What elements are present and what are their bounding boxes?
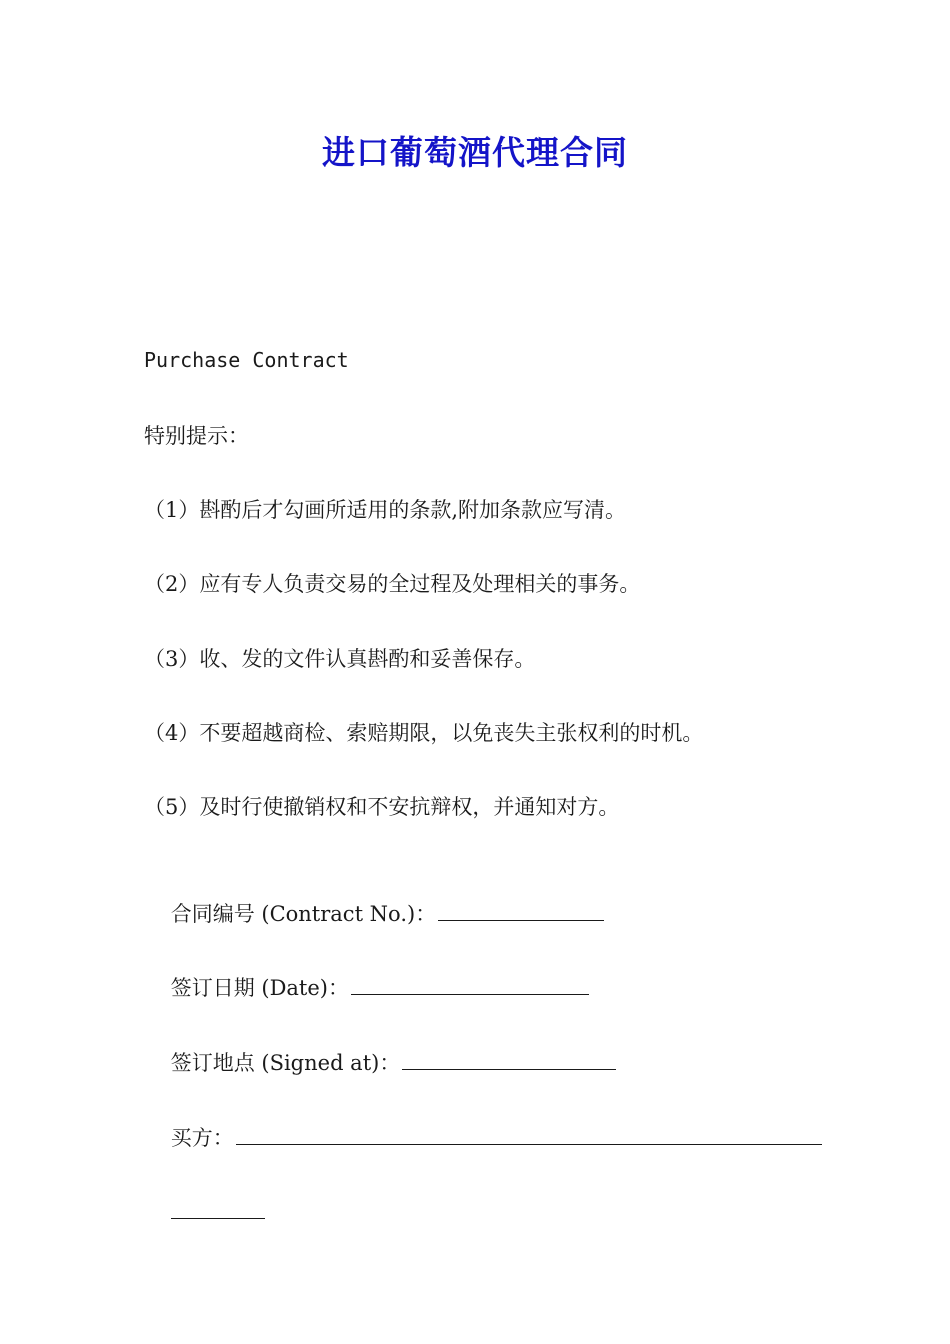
notice-item-3: （3）收、发的文件认真斟酌和妥善保存。	[144, 647, 536, 671]
buyer-field-continuation[interactable]	[171, 1196, 265, 1219]
notice-item-1: （1）斟酌后才勾画所适用的条款,附加条款应写清。	[144, 498, 627, 522]
buyer-label: 买方：	[170, 1126, 234, 1150]
date-field[interactable]	[351, 972, 589, 995]
buyer-field[interactable]	[236, 1122, 822, 1145]
document-title: 进口葡萄酒代理合同	[322, 133, 628, 172]
notice-item-4: （4）不要超越商检、索赔期限，以免丧失主张权利的时机。	[144, 721, 704, 745]
signed-at-label: 签订地点 (Signed at)：	[170, 1051, 401, 1075]
notice-item-5: （5）及时行使撤销权和不安抗辩权，并通知对方。	[144, 795, 620, 819]
notice-item-2: （2）应有专人负责交易的全过程及处理相关的事务。	[144, 572, 641, 596]
buyer-continuation-row	[144, 1166, 265, 1257]
date-label: 签订日期 (Date)：	[170, 976, 349, 1000]
contract-no-field[interactable]	[438, 898, 604, 921]
notice-heading: 特别提示：	[144, 424, 249, 448]
signed-at-field[interactable]	[402, 1047, 616, 1070]
contract-no-label: 合同编号 (Contract No.)：	[170, 902, 437, 926]
english-subtitle: Purchase Contract	[144, 348, 349, 372]
